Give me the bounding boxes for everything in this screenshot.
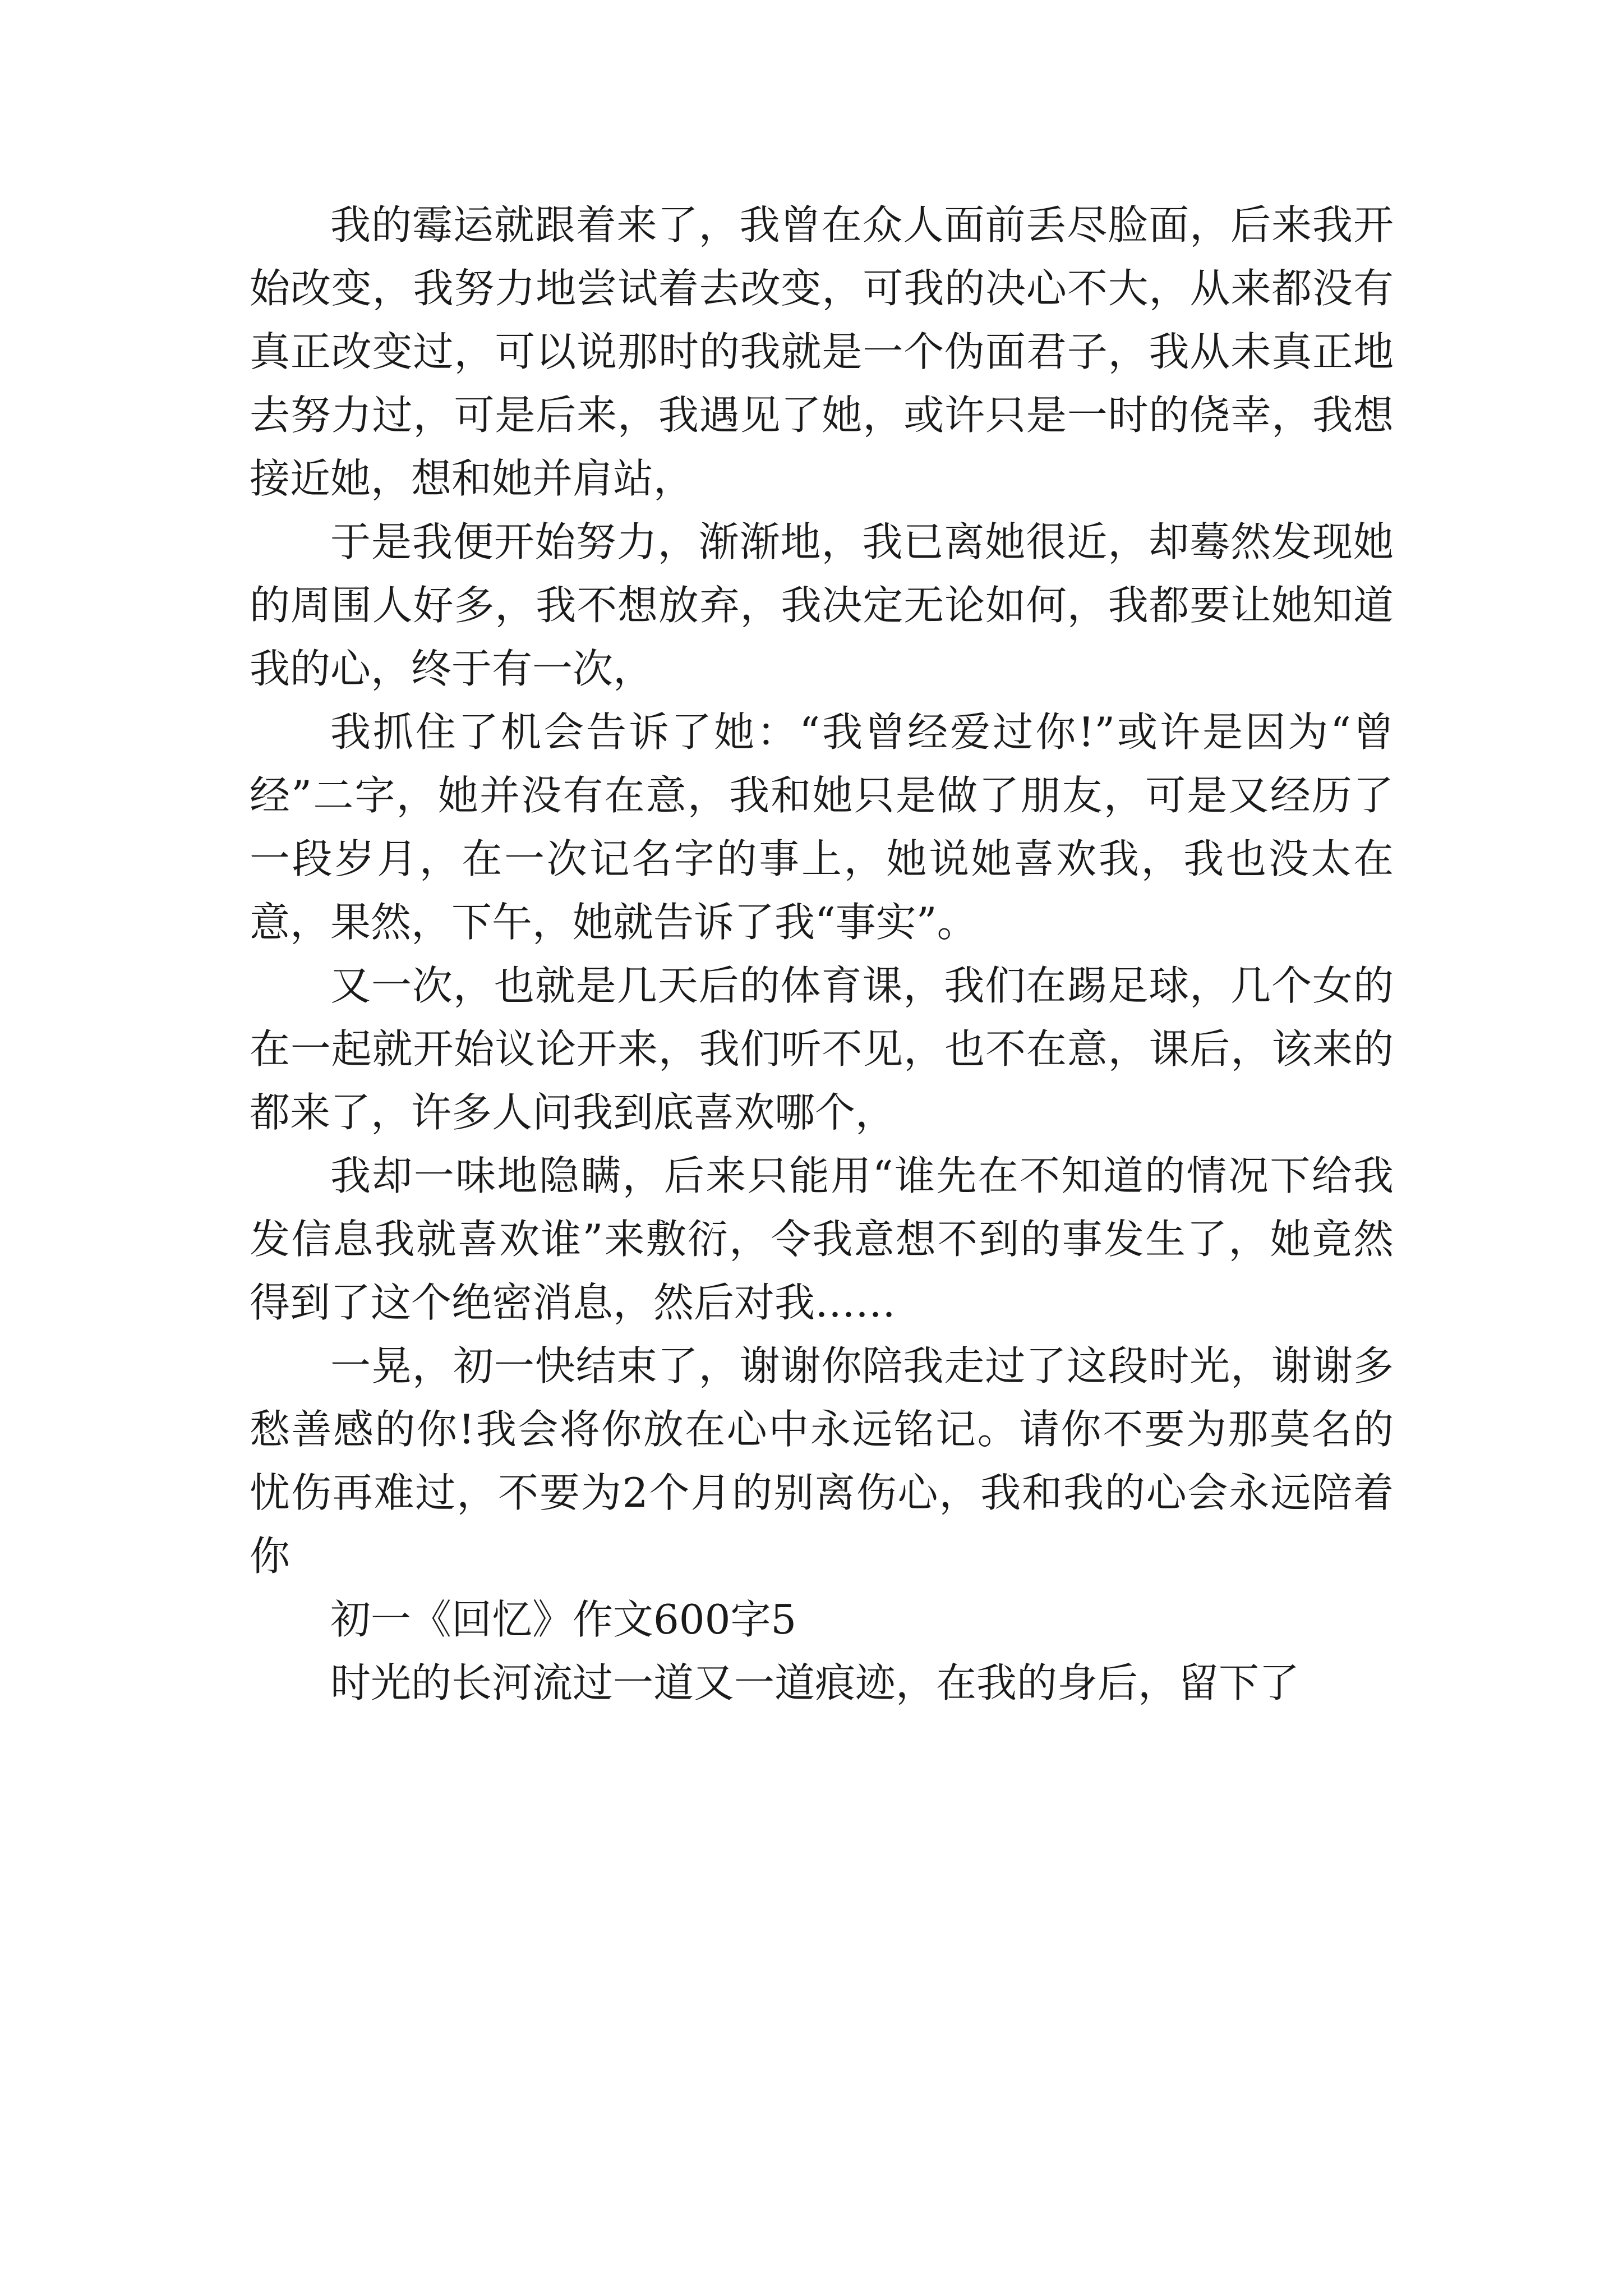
paragraph-5: 我却一味地隐瞒，后来只能用“谁先在不知道的情况下给我发信息我就喜欢谁”来敷衍，令我意想不到的事发生了，她竟然得到了这个绝密消息，然后对我…… <box>250 1152 1394 1326</box>
paragraph-6: 一晃，初一快结束了，谢谢你陪我走过了这段时光，谢谢多愁善感的你!我会将你放在心中永远铭记。请你不要为那莫名的忧伤再难过，不要为2个月的别离伤心，我和我的心会永远陪着你 <box>250 1342 1394 1580</box>
section-title: 初一《回忆》作文600字5 <box>330 1596 797 1643</box>
paragraph-4: 又一次，也就是几天后的体育课，我们在踢足球，几个女的在一起就开始议论开来，我们听不见，也不在意，课后，该来的都来了，许多人问我到底喜欢哪个， <box>250 962 1394 1136</box>
paragraph-7: 时光的长河流过一道又一道痕迹，在我的身后，留下了 <box>330 1659 1300 1706</box>
paragraph-1: 我的霉运就跟着来了，我曾在众人面前丢尽脸面，后来我开始改变，我努力地尝试着去改变，可我的决心不大，从来都没有真正改变过，可以说那时的我就是一个伪面君子，我从未真正地去努力过，可是后来，我遇见了她，或许只是一时的侥幸，我想接近她，想和她并肩站， <box>250 201 1394 502</box>
essay-body <box>250 194 1394 1715</box>
paragraph-2: 于是我便开始努力，渐渐地，我已离她很近，却蓦然发现她的周围人好多，我不想放弃，我决定无论如何，我都要让她知道我的心，终于有一次， <box>250 518 1394 692</box>
paragraph-3: 我抓住了机会告诉了她：“我曾经爱过你!”或许是因为“曾经”二字，她并没有在意，我和她只是做了朋友，可是又经历了一段岁月，在一次记名字的事上，她说她喜欢我，我也没太在意，果然，下午，她就告诉了我“事实”。 <box>250 708 1394 946</box>
